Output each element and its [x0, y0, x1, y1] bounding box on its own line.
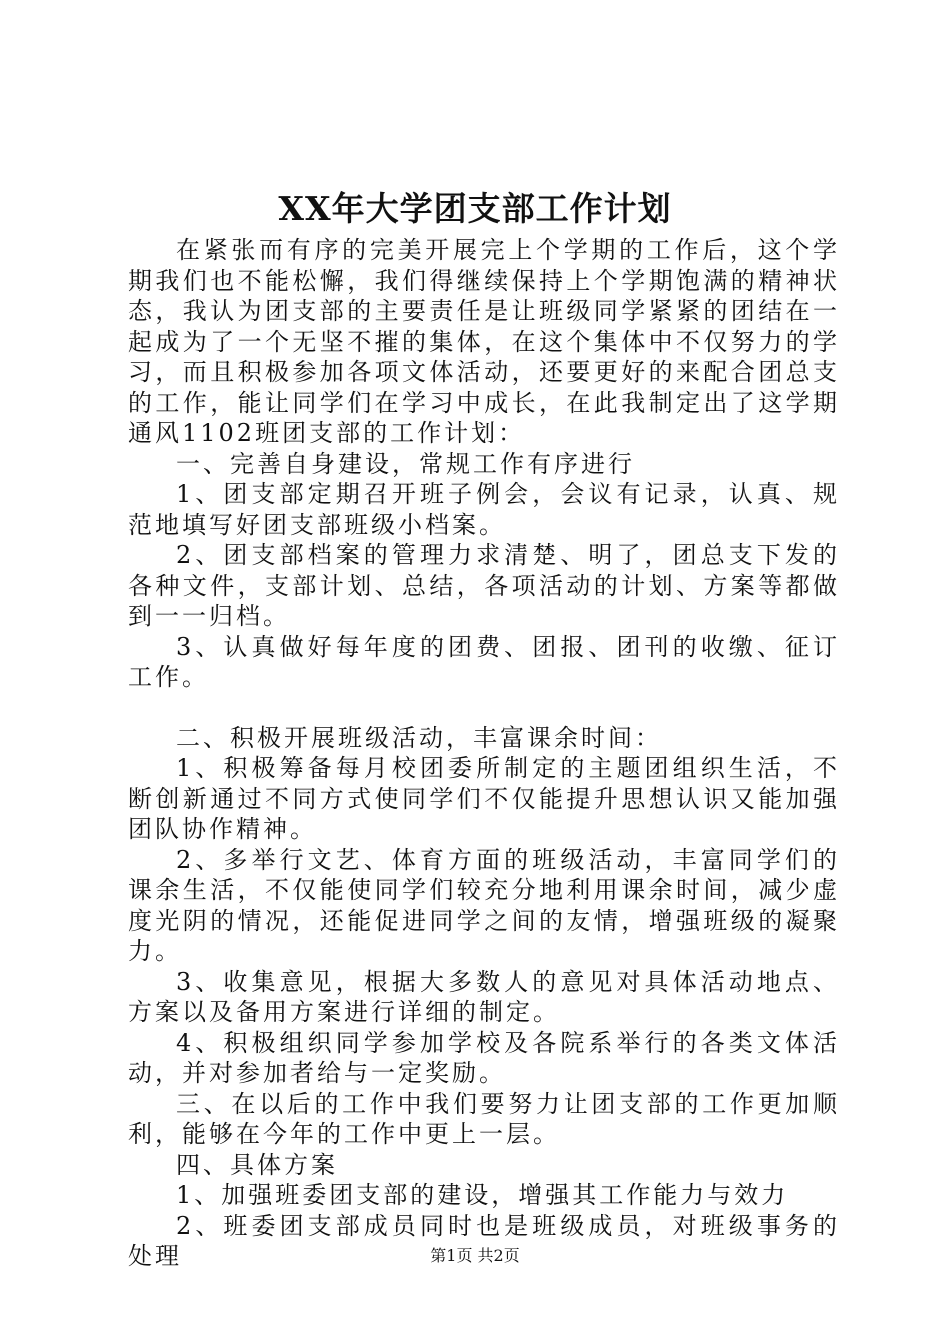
page-footer: 第1页 共2页 [430, 1246, 520, 1265]
section-heading-2: 二、积极开展班级活动，丰富课余时间： [176, 723, 662, 752]
section-heading-4: 四、具体方案 [176, 1150, 338, 1179]
list-item: 4、积极组织同学参加学校及各院系举行的各类文体活动，并对参加者给与一定奖励。 [128, 1028, 840, 1087]
list-item: 2、多举行文艺、体育方面的班级活动，丰富同学们的课余生活，不仅能使同学们较充分地利用课余时间，减少虚度光阴的情况，还能促进同学之间的友情，增强班级的凝聚力。 [128, 845, 840, 965]
list-item: 2、班委团支部成员同时也是班级成员，对班级事务的处理 [128, 1211, 840, 1270]
document-title: XX年大学团支部工作计划 [278, 189, 672, 228]
list-item: 1、加强班委团支部的建设，增强其工作能力与效力 [176, 1181, 789, 1209]
paragraph-intro: 在紧张而有序的完美开展完上个学期的工作后，这个学期我们也不能松懈，我们得继续保持上个学期饱满的精神状态，我认为团支部的主要责任是让班级同学紧紧的团结在一起成为了一个无坚不摧的集体，在这个集体中不仅努力的学习，而且积极参加各项文体活动，还要更好的来配合团总支的工作，能让同学们在学习中成长，在此我制定出了这学期通风1102班团支部的工作计划： [128, 236, 840, 447]
section-heading-3: 三、在以后的工作中我们要努力让团支部的工作更加顺利，能够在今年的工作中更上一层。 [128, 1089, 840, 1148]
list-item: 3、认真做好每年度的团费、团报、团刊的收缴、征订工作。 [128, 632, 840, 691]
section-heading-1: 一、完善自身建设，常规工作有序进行 [176, 449, 635, 478]
list-item: 1、积极筹备每月校团委所制定的主题团组织生活，不断创新通过不同方式使同学们不仅能提升思想认识又能加强团队协作精神。 [128, 754, 840, 843]
list-item: 1、团支部定期召开班子例会，会议有记录，认真、规范地填写好团支部班级小档案。 [128, 480, 840, 539]
list-item: 2、团支部档案的管理力求清楚、明了，团总支下发的各种文件，支部计划、总结，各项活动的计划、方案等都做到一一归档。 [128, 541, 840, 630]
list-item: 3、收集意见，根据大多数人的意见对具体活动地点、方案以及备用方案进行详细的制定。 [128, 967, 840, 1026]
document-body [128, 235, 840, 1272]
